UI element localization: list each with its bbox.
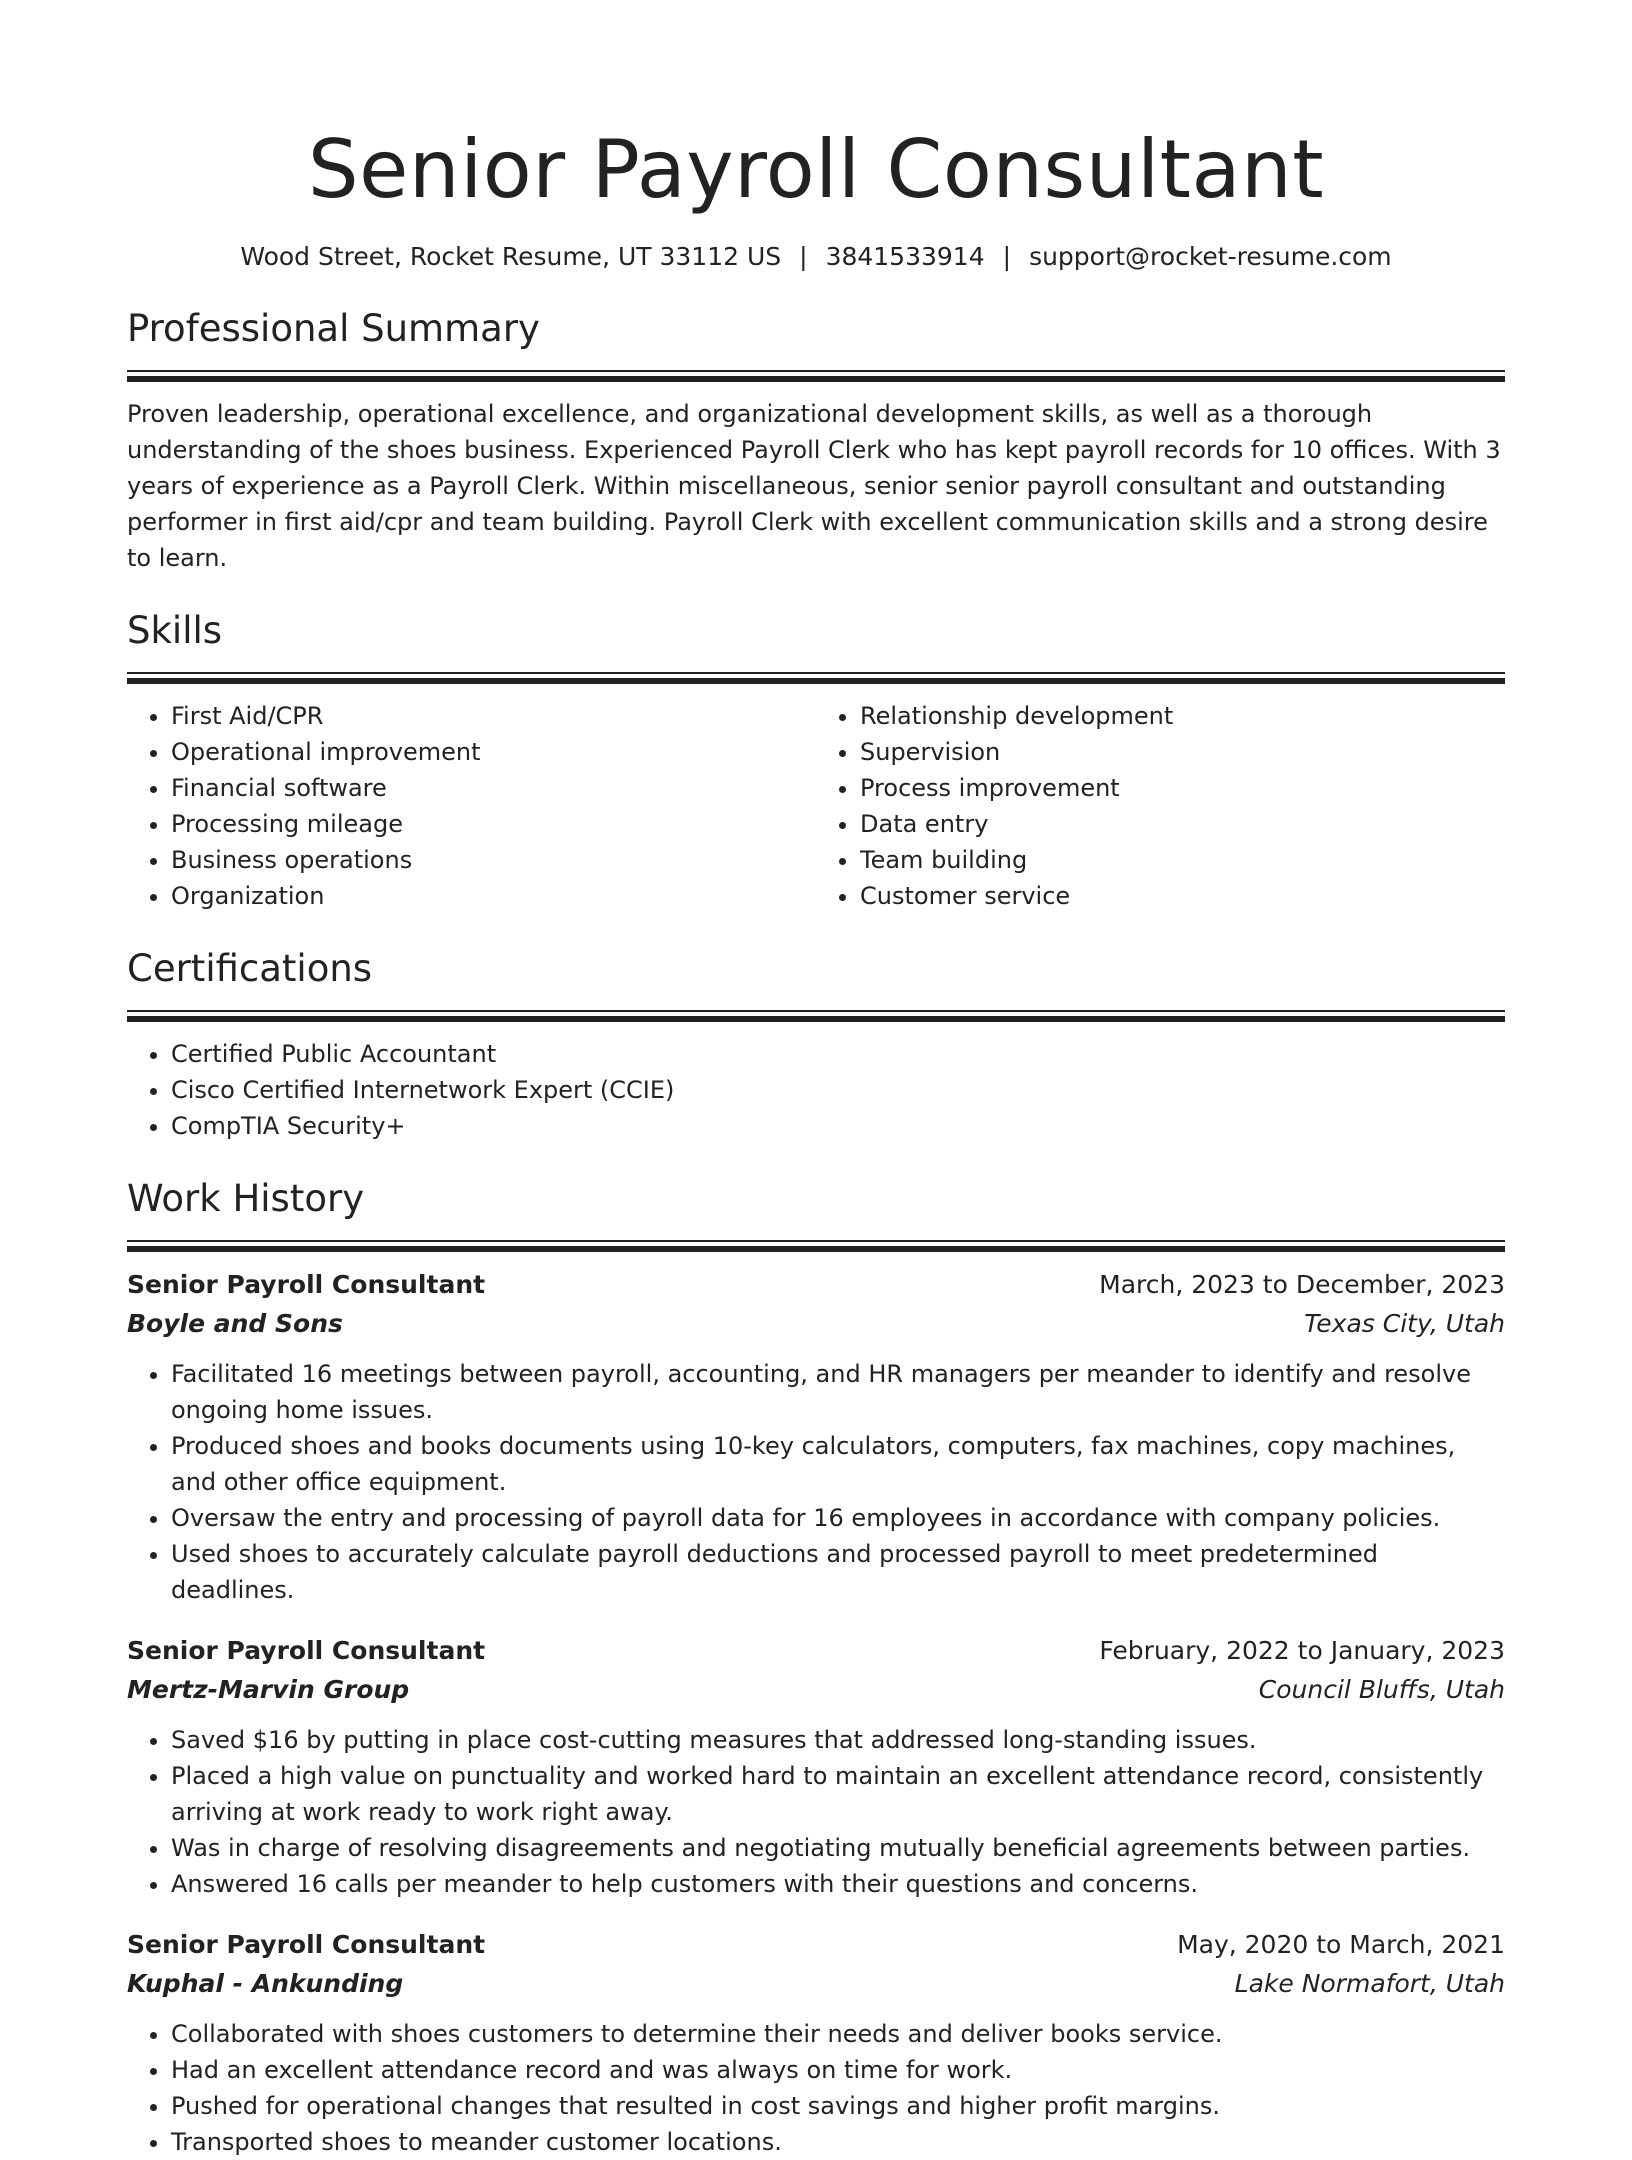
job-company: Mertz-Marvin Group	[127, 1675, 410, 1704]
section-divider	[127, 1010, 1505, 1022]
skill-item: • Process improvement	[860, 770, 1505, 806]
certification-item: • Certified Public Accountant	[171, 1036, 1505, 1072]
skill-item: • Financial software	[171, 770, 816, 806]
summary-text: Proven leadership, operational excellence, and organizational development skills, as well as a thorough understanding of the shoes business. Experienced Payroll Clerk who has kept payroll records for 10 offices. With 3 years of experience as a Payroll Clerk. Within miscellaneous, senior senior payroll consultant and outstanding performer in first aid/cpr and team building. Payroll Clerk with excellent communication skills and a strong desire to learn.	[127, 400, 1501, 572]
job-bullet: • Used shoes to accurately calculate payroll deductions and processed payroll to meet predetermined deadlines.	[171, 1536, 1505, 1608]
resume-title: Senior Payroll Consultant	[307, 123, 1325, 216]
job-entry	[127, 1632, 1505, 1902]
job-subheader	[127, 1964, 1505, 2004]
skills-heading: Skills	[127, 609, 223, 652]
job-bullet: • Placed a high value on punctuality and worked hard to maintain an excellent attendance record, consistently arriving at work ready to work right away.	[171, 1758, 1505, 1830]
job-title: Senior Payroll Consultant	[127, 1270, 486, 1299]
job-company: Boyle and Sons	[127, 1309, 343, 1338]
job-bullet: • Produced shoes and books documents using 10-key calculators, computers, fax machines, copy machines, and other office equipment.	[171, 1428, 1505, 1500]
skill-item: • Processing mileage	[171, 806, 816, 842]
job-entry	[127, 1926, 1505, 2160]
contact-separator: |	[1002, 242, 1012, 271]
job-entry	[127, 1266, 1505, 1608]
certifications-list	[127, 1036, 1505, 1144]
job-header	[127, 1266, 1505, 1304]
skill-item: • Data entry	[860, 806, 1505, 842]
section-divider	[127, 672, 1505, 684]
job-bullet: • Answered 16 calls per meander to help customers with their questions and concerns.	[171, 1866, 1505, 1902]
summary-section	[127, 304, 1505, 576]
job-dates: May, 2020 to March, 2021	[1177, 1930, 1505, 1959]
skill-item: • Organization	[171, 878, 816, 914]
job-subheader	[127, 1304, 1505, 1344]
job-company: Kuphal - Ankunding	[127, 1969, 404, 1998]
contact-phone: 3841533914	[825, 242, 985, 271]
job-dates: March, 2023 to December, 2023	[1099, 1270, 1505, 1299]
skill-item: • First Aid/CPR	[171, 698, 816, 734]
job-dates: February, 2022 to January, 2023	[1099, 1636, 1505, 1665]
skills-list-right	[816, 698, 1505, 914]
job-bullet: • Pushed for operational changes that resulted in cost savings and higher profit margins.	[171, 2088, 1505, 2124]
job-bullet: • Facilitated 16 meetings between payroll, accounting, and HR managers per meander to identify and resolve ongoing home issues.	[171, 1356, 1505, 1428]
job-bullets	[127, 1356, 1505, 1608]
summary-heading: Professional Summary	[127, 307, 540, 350]
job-title: Senior Payroll Consultant	[127, 1636, 486, 1665]
job-bullets	[127, 2016, 1505, 2160]
contact-address: Wood Street, Rocket Resume, UT 33112 US	[240, 242, 782, 271]
certification-item: • CompTIA Security+	[171, 1108, 1505, 1144]
skill-item: • Customer service	[860, 878, 1505, 914]
section-divider	[127, 370, 1505, 382]
skill-item: • Supervision	[860, 734, 1505, 770]
skills-section	[127, 606, 1505, 914]
job-header	[127, 1632, 1505, 1670]
job-bullet: • Oversaw the entry and processing of payroll data for 16 employees in accordance with company policies.	[171, 1500, 1505, 1536]
section-divider	[127, 1240, 1505, 1252]
job-location: Council Bluffs, Utah	[1258, 1675, 1505, 1704]
skills-list-left	[127, 698, 816, 914]
job-bullet: • Collaborated with shoes customers to determine their needs and deliver books service.	[171, 2016, 1505, 2052]
certification-item: • Cisco Certified Internetwork Expert (CCIE)	[171, 1072, 1505, 1108]
skills-columns	[127, 698, 1505, 914]
job-bullets	[127, 1722, 1505, 1902]
job-title: Senior Payroll Consultant	[127, 1930, 486, 1959]
skill-item: • Relationship development	[860, 698, 1505, 734]
skill-item: • Operational improvement	[171, 734, 816, 770]
contact-separator: |	[799, 242, 808, 271]
certifications-section	[127, 944, 1505, 1144]
job-subheader	[127, 1670, 1505, 1710]
job-bullet: • Saved $16 by putting in place cost-cutting measures that addressed long-standing issues.	[171, 1722, 1505, 1758]
work-history-heading: Work History	[127, 1177, 365, 1220]
job-location: Lake Normafort, Utah	[1234, 1969, 1505, 1998]
job-bullet: • Transported shoes to meander customer locations.	[171, 2124, 1505, 2160]
contact-line	[127, 240, 1505, 274]
certifications-heading: Certifications	[127, 947, 373, 990]
skill-item: • Business operations	[171, 842, 816, 878]
job-header	[127, 1926, 1505, 1964]
work-history-section	[127, 1174, 1505, 2160]
job-bullet: • Had an excellent attendance record and was always on time for work.	[171, 2052, 1505, 2088]
job-location: Texas City, Utah	[1304, 1309, 1505, 1338]
skill-item: • Team building	[860, 842, 1505, 878]
job-bullet: • Was in charge of resolving disagreements and negotiating mutually beneficial agreements between parties.	[171, 1830, 1505, 1866]
contact-email[interactable]: support@rocket-resume.com	[1029, 242, 1392, 271]
